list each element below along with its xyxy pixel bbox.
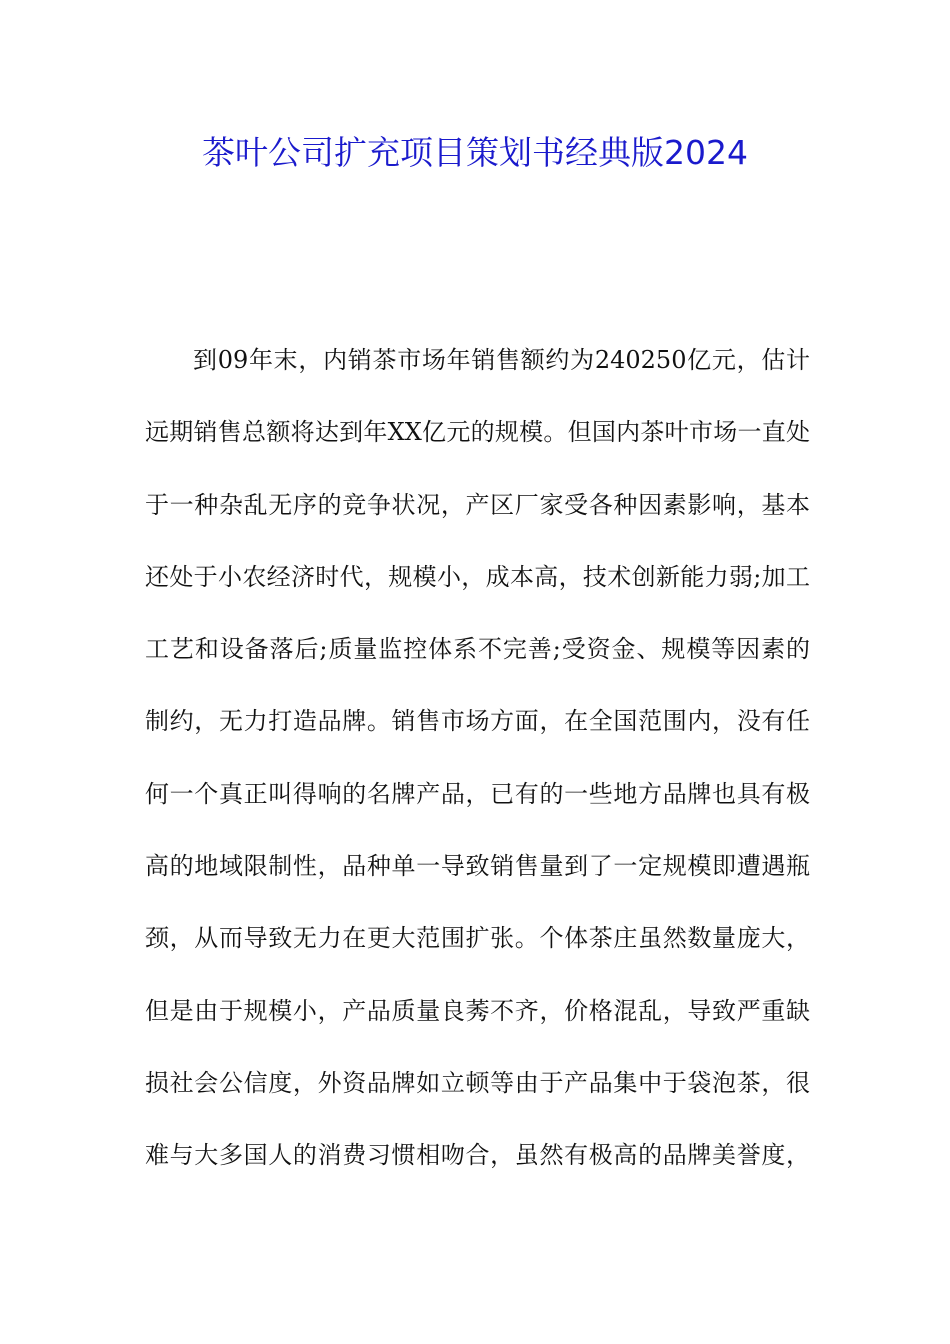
paragraph-line: 但是由于规模小，产品质量良莠不齐，价格混乱，导致严重缺 bbox=[145, 996, 810, 1025]
paragraph-line: 远期销售总额将达到年XX亿元的规模。但国内茶叶市场一直处 bbox=[145, 418, 810, 447]
paragraph-line: 制约，无力打造品牌。销售市场方面，在全国范围内，没有任 bbox=[145, 707, 810, 736]
paragraph-line: 高的地域限制性，品种单一导致销售量到了一定规模即遭遇瓶 bbox=[145, 852, 810, 881]
body-paragraph bbox=[145, 334, 810, 1202]
document-title: 茶叶公司扩充项目策划书经典版2024 bbox=[202, 133, 748, 172]
paragraph-line: 损社会公信度，外资品牌如立顿等由于产品集中于袋泡茶，很 bbox=[145, 1068, 810, 1097]
paragraph-line: 还处于小农经济时代，规模小，成本高，技术创新能力弱;加工 bbox=[145, 562, 810, 591]
paragraph-line: 于一种杂乱无序的竞争状况，产区厂家受各种因素影响，基本 bbox=[145, 490, 810, 519]
paragraph-line: 颈，从而导致无力在更大范围扩张。个体茶庄虽然数量庞大， bbox=[145, 924, 810, 953]
paragraph-line: 何一个真正叫得响的名牌产品，已有的一些地方品牌也具有极 bbox=[145, 779, 810, 808]
paragraph-line: 到09年末，内销茶市场年销售额约为240250亿元，估计 bbox=[193, 346, 810, 374]
paragraph-line: 工艺和设备落后;质量监控体系不完善;受资金、规模等因素的 bbox=[145, 635, 810, 664]
paragraph-line: 难与大多国人的消费习惯相吻合，虽然有极高的品牌美誉度， bbox=[145, 1141, 810, 1170]
